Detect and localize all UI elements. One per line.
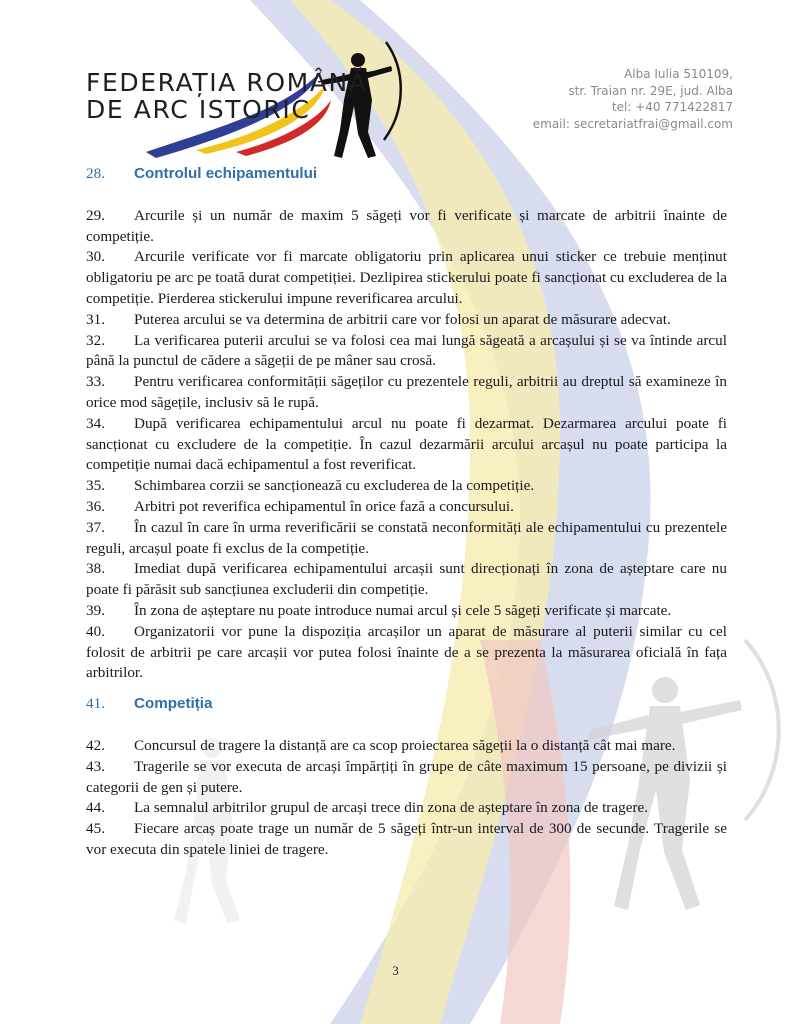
section-heading xyxy=(86,694,727,715)
rule-number: 29. xyxy=(86,206,105,224)
rule-number: 32. xyxy=(86,331,105,349)
rule-text: La semnalul arbitrilor grupul de arcași trece din zona de așteptare în zona de tragere. xyxy=(134,799,649,817)
contact-email: email: secretariatfrai@gmail.com xyxy=(532,116,733,131)
rule-paragraph xyxy=(86,331,727,373)
contact-block xyxy=(533,66,733,132)
rule-paragraph xyxy=(86,206,727,248)
rule-number: 30. xyxy=(86,248,105,266)
rule-text: În cazul în care în urma reverificării se constată neconformități ale echipamentului cu prezentele reguli, arcașul poate fi exclus de la competiție. xyxy=(86,518,727,557)
rule-number: 40. xyxy=(86,622,105,640)
document-body xyxy=(86,164,727,861)
rule-text: Imediat după verificarea echipamentului arcașii sunt direcționați în zona de așteptare care nu poate fi părăsit sub sancțiunea excluderii din competiție. xyxy=(86,560,727,599)
rule-text: Arcurile și un număr de maxim 5 săgeți vor fi verificate și marcate de arbitrii înainte de competiție. xyxy=(86,206,727,245)
rule-number: 44. xyxy=(86,799,105,817)
rule-number: 31. xyxy=(86,310,105,328)
rule-number: 38. xyxy=(86,560,105,578)
rule-paragraph xyxy=(86,497,727,518)
rule-number: 39. xyxy=(86,601,105,619)
rule-paragraph xyxy=(86,601,727,622)
rule-paragraph xyxy=(86,757,727,799)
rule-number: 43. xyxy=(86,757,105,775)
contact-address-line2: str. Traian nr. 29E, jud. Alba xyxy=(568,83,733,98)
rule-number: 36. xyxy=(86,497,105,515)
rule-text: Fiecare arcaș poate trage un număr de 5 săgeți într-un interval de 300 de secunde. Tragerile se vor executa din spatele liniei de tragere. xyxy=(86,820,727,858)
rule-paragraph xyxy=(86,736,727,757)
rule-paragraph xyxy=(86,798,727,819)
rule-text: În zona de așteptare nu poate introduce numai arcul și cele 5 săgeți verificate și marcate. xyxy=(134,601,672,619)
contact-address-line1: Alba Iulia 510109, xyxy=(624,67,733,81)
rule-paragraph xyxy=(86,622,727,684)
rule-paragraph xyxy=(86,372,727,414)
rule-number: 37. xyxy=(86,518,105,536)
rule-text: Organizatorii vor pune la dispoziția arcașilor un aparat de măsurare al puterii similar cu cel folosit de arbitrii pe care arcașii vor putea folosi înainte de a se prezenta la măsurarea oficială în fața arbitrilor. xyxy=(86,622,727,682)
rule-number: 42. xyxy=(86,736,105,754)
rule-paragraph xyxy=(86,559,727,601)
contact-phone: tel: +40 771422817 xyxy=(611,100,733,114)
rule-paragraph xyxy=(86,476,727,497)
section-heading-number: 41. xyxy=(86,695,105,713)
section-heading-text: Competiția xyxy=(134,695,213,713)
rule-text: Pentru verificarea conformității săgeților cu prezentele reguli, arbitrii au dreptul să examineze în orice mod săgețile, inclusiv să le rupă. xyxy=(86,373,727,411)
rule-text: Arcurile verificate vor fi marcate obligatoriu prin aplicarea unui sticker ce trebuie menținut obligatoriu pe arc pe toată durat competiției. Dezlipirea stickerului poate fi sancționat cu excluderea de la competiție. Pierderea stickerului impune reverificarea arcului. xyxy=(86,248,727,307)
rule-paragraph xyxy=(86,518,727,560)
logo xyxy=(86,40,416,160)
logo-archer-icon xyxy=(318,42,401,158)
rule-paragraph xyxy=(86,247,727,309)
section-heading-text: Controlul echipamentului xyxy=(134,165,318,182)
rule-text: Puterea arcului se va determina de arbitrii care vor folosi un aparat de măsurare adecvat. xyxy=(134,310,671,328)
page-number: 3 xyxy=(392,963,399,978)
logo-title-line1: FEDERAȚIA ROMÂNĂ xyxy=(86,68,368,97)
rule-number: 34. xyxy=(86,414,105,432)
rule-text: Concursul de tragere la distanță are ca scop proiectarea săgeții la o distanță cât mai mare. xyxy=(134,736,676,754)
rule-number: 33. xyxy=(86,373,105,391)
section-heading-number: 28. xyxy=(86,165,105,182)
rule-number: 35. xyxy=(86,477,105,495)
rule-number: 45. xyxy=(86,820,105,838)
rule-paragraph xyxy=(86,310,727,331)
rule-text: Arbitri pot reverifica echipamentul în orice fază a concursului. xyxy=(134,497,514,515)
rule-text: Tragerile se vor executa de arcași împărțiți în grupe de câte maximum 15 persoane, pe divizii și categorii de gen și putere. xyxy=(86,757,727,796)
rule-text: Schimbarea corzii se sancționează cu excluderea de la competiție. xyxy=(134,477,535,495)
rule-text: La verificarea puterii arcului se va folosi cea mai lungă săgeată a arcașului și se va întinde arcul până la punctul de cădere a săgeții de pe mâner sau crosă. xyxy=(86,331,727,370)
rule-paragraph xyxy=(86,819,727,861)
rule-paragraph xyxy=(86,414,727,476)
section-heading xyxy=(86,164,727,185)
rule-text: După verificarea echipamentului arcul nu poate fi dezarmat. Dezarmarea arcului poate fi sancționat cu excludere de la competiție. În cazul dezarmării arcului arcașul nu poate participa la competiție numai dacă echipamentul a fost reverificat. xyxy=(86,414,727,474)
logo-title-line2: DE ARC ISTORIC xyxy=(86,95,311,124)
